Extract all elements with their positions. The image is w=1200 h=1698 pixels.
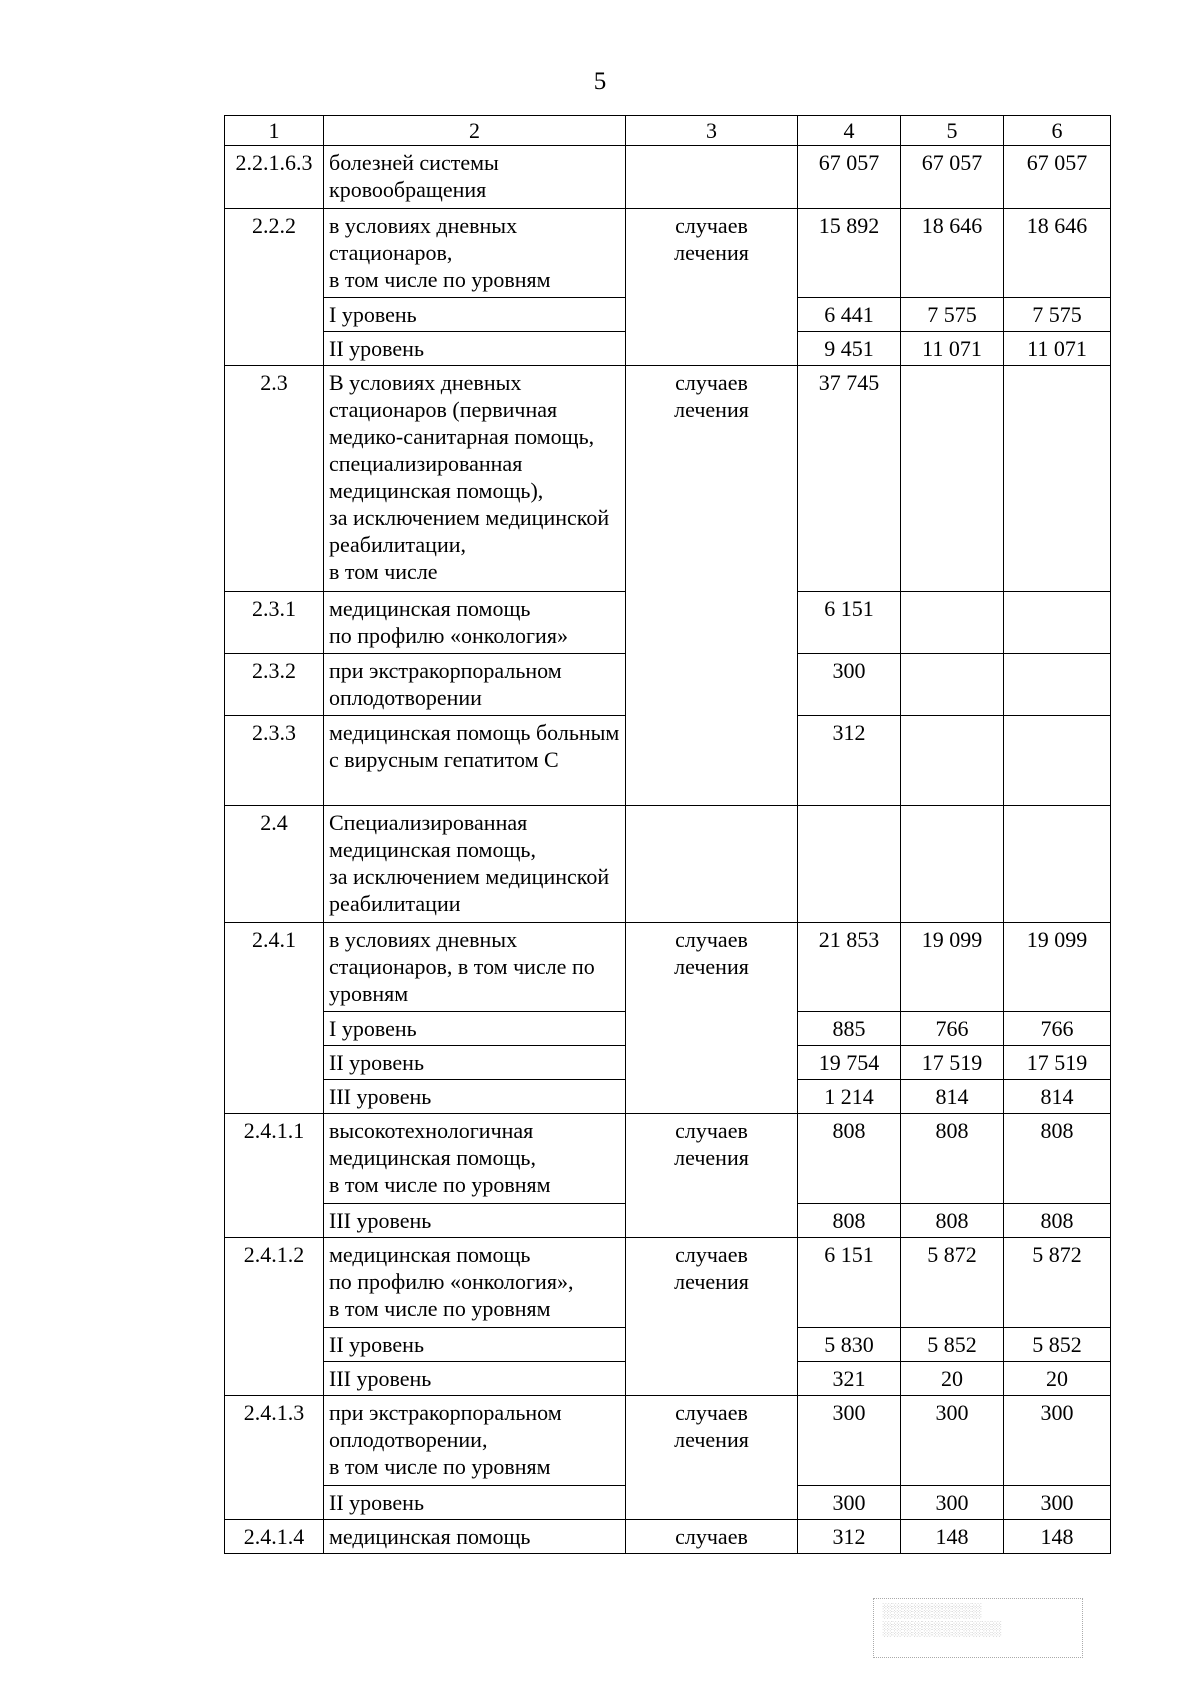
value-col5: 67 057 [901,146,1004,209]
row-description: II уровень [324,332,626,366]
value-col5: 5 852 [901,1328,1004,1362]
stamp-line: ░░░░░░░░░░ [882,1604,982,1619]
value-col5: 766 [901,1012,1004,1046]
table-row [225,366,1111,592]
value-col6: 5 872 [1004,1238,1111,1328]
value-col4: 21 853 [798,923,901,1012]
row-number: 2.2.2 [225,209,324,366]
value-col6: 20 [1004,1362,1111,1396]
value-col6: 808 [1004,1204,1111,1238]
value-col4: 67 057 [798,146,901,209]
value-col5: 814 [901,1080,1004,1114]
row-unit [626,806,798,923]
row-unit: случаев лечения [626,1114,798,1238]
row-number: 2.3.2 [225,654,324,716]
row-number: 2.4.1.2 [225,1238,324,1396]
value-col5 [901,366,1004,592]
value-col5 [901,654,1004,716]
row-number: 2.3.1 [225,592,324,654]
value-col4: 300 [798,654,901,716]
value-col4: 6 441 [798,298,901,332]
column-header: 2 [324,116,626,146]
value-col4: 6 151 [798,592,901,654]
row-description: медицинская помощь больным с вирусным гепатитом С [324,716,626,806]
value-col4: 808 [798,1114,901,1204]
table-row [225,806,1111,923]
row-description: Специализированная медицинская помощь, за исключением медицинской реабилитации [324,806,626,923]
row-description: В условиях дневных стационаров (первичная медико-санитарная помощь, специализированная медицинская помощь), за исключением медицинской реабилитации, в том числе [324,366,626,592]
page-number: 5 [593,68,607,95]
value-col6: 7 575 [1004,298,1111,332]
value-col4: 9 451 [798,332,901,366]
row-number: 2.4 [225,806,324,923]
value-col6: 11 071 [1004,332,1111,366]
row-description: I уровень [324,1012,626,1046]
table-row [225,1396,1111,1486]
value-col5: 808 [901,1204,1004,1238]
row-description: II уровень [324,1046,626,1080]
value-col5 [901,806,1004,923]
row-description: медицинская помощь [324,1520,626,1554]
value-col5: 300 [901,1396,1004,1486]
row-description: при экстракорпоральном оплодотворении [324,654,626,716]
value-col6 [1004,716,1111,806]
row-number: 2.4.1 [225,923,324,1114]
table-header-row [225,116,1111,146]
value-col5: 148 [901,1520,1004,1554]
row-number: 2.4.1.4 [225,1520,324,1554]
value-col6: 814 [1004,1080,1111,1114]
table-row [225,1238,1111,1328]
value-col5: 808 [901,1114,1004,1204]
column-header: 3 [626,116,798,146]
row-description: при экстракорпоральном оплодотворении, в том числе по уровням [324,1396,626,1486]
value-col5: 19 099 [901,923,1004,1012]
row-number: 2.3 [225,366,324,592]
row-description: в условиях дневных стационаров, в том числе по уровням [324,209,626,298]
value-col5 [901,716,1004,806]
table-row [225,1114,1111,1204]
row-unit [626,146,798,209]
value-col6: 18 646 [1004,209,1111,298]
row-description: III уровень [324,1080,626,1114]
row-description: медицинская помощь по профилю «онкология», в том числе по уровням [324,1238,626,1328]
column-header: 5 [901,116,1004,146]
value-col4 [798,806,901,923]
row-number: 2.4.1.1 [225,1114,324,1238]
row-description: в условиях дневных стационаров, в том числе по уровням [324,923,626,1012]
value-col5: 18 646 [901,209,1004,298]
value-col4: 300 [798,1396,901,1486]
row-description: высокотехнологичная медицинская помощь, в том числе по уровням [324,1114,626,1204]
row-description: I уровень [324,298,626,332]
value-col6: 808 [1004,1114,1111,1204]
row-description: медицинская помощь по профилю «онкология» [324,592,626,654]
row-unit: случаев лечения [626,923,798,1114]
value-col6 [1004,806,1111,923]
value-col6 [1004,592,1111,654]
row-number: 2.4.1.3 [225,1396,324,1520]
row-unit: случаев лечения [626,1396,798,1520]
row-description: II уровень [324,1328,626,1362]
value-col4: 312 [798,716,901,806]
volume-table [224,115,1111,1554]
value-col4: 19 754 [798,1046,901,1080]
value-col6 [1004,654,1111,716]
value-col6 [1004,366,1111,592]
faded-stamp [873,1598,1083,1658]
row-description: III уровень [324,1362,626,1396]
row-description: III уровень [324,1204,626,1238]
value-col5: 20 [901,1362,1004,1396]
value-col4: 312 [798,1520,901,1554]
value-col4: 300 [798,1486,901,1520]
stamp-line: ░░░░░░░░░░░░ [882,1622,1002,1637]
value-col6: 148 [1004,1520,1111,1554]
row-unit: случаев лечения [626,366,798,806]
value-col4: 6 151 [798,1238,901,1328]
row-number: 2.2.1.6.3 [225,146,324,209]
row-description: болезней системы кровообращения [324,146,626,209]
value-col6: 300 [1004,1486,1111,1520]
table-row [225,923,1111,1012]
value-col5: 17 519 [901,1046,1004,1080]
value-col5: 5 872 [901,1238,1004,1328]
row-unit: случаев лечения [626,209,798,366]
row-unit: случаев лечения [626,1238,798,1396]
value-col4: 15 892 [798,209,901,298]
value-col6: 67 057 [1004,146,1111,209]
value-col5: 7 575 [901,298,1004,332]
value-col6: 766 [1004,1012,1111,1046]
value-col4: 37 745 [798,366,901,592]
value-col6: 19 099 [1004,923,1111,1012]
table-row [225,209,1111,298]
row-number: 2.3.3 [225,716,324,806]
value-col4: 5 830 [798,1328,901,1362]
table-row [225,1520,1111,1554]
value-col4: 321 [798,1362,901,1396]
value-col5 [901,592,1004,654]
value-col6: 17 519 [1004,1046,1111,1080]
value-col6: 5 852 [1004,1328,1111,1362]
value-col5: 11 071 [901,332,1004,366]
value-col4: 885 [798,1012,901,1046]
table-row [225,146,1111,209]
value-col5: 300 [901,1486,1004,1520]
row-unit: случаев [626,1520,798,1554]
value-col4: 1 214 [798,1080,901,1114]
column-header: 4 [798,116,901,146]
column-header: 6 [1004,116,1111,146]
value-col6: 300 [1004,1396,1111,1486]
column-header: 1 [225,116,324,146]
value-col4: 808 [798,1204,901,1238]
row-description: II уровень [324,1486,626,1520]
